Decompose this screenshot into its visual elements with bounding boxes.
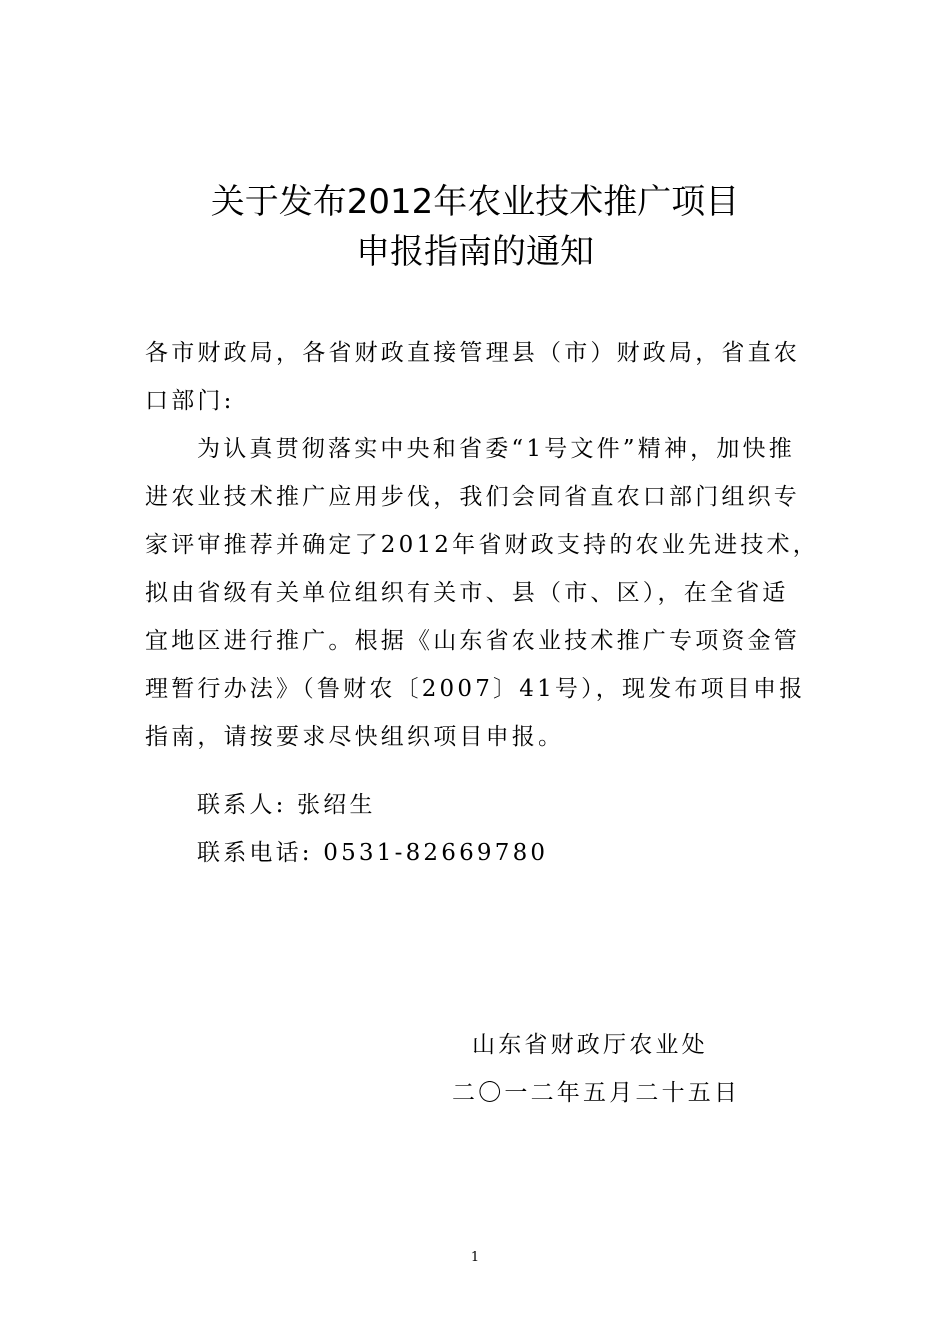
signature-organization: 山东省财政厅农业处 xyxy=(472,1032,708,1058)
signature-date: 二〇一二年五月二十五日 xyxy=(452,1080,741,1106)
document-title-line-1: 关于发布2012年农业技术推广项目 xyxy=(210,182,740,222)
page-number: 1 xyxy=(470,1250,480,1265)
contact-phone: 联系电话: 0531-82669780 xyxy=(197,840,549,866)
salutation-line-1: 各市财政局，各省财政直接管理县（市）财政局，省直农 xyxy=(145,340,800,366)
body-line-3: 家评审推荐并确定了2012年省财政支持的农业先进技术， xyxy=(145,532,819,558)
contact-person: 联系人: 张绍生 xyxy=(197,792,376,818)
body-line-1: 为认真贯彻落实中央和省委“1号文件”精神，加快推 xyxy=(197,436,795,462)
body-line-5: 宜地区进行推广。根据《山东省农业技术推广专项资金管 xyxy=(145,628,800,654)
body-line-2: 进农业技术推广应用步伐，我们会同省直农口部门组织专 xyxy=(145,484,800,510)
salutation-line-2: 口部门: xyxy=(145,388,235,414)
body-line-4: 拟由省级有关单位组织有关市、县（市、区），在全省适 xyxy=(145,580,789,606)
body-line-7: 指南，请按要求尽快组织项目申报。 xyxy=(145,724,565,750)
body-line-6: 理暂行办法》（鲁财农〔2007〕41号），现发布项目申报 xyxy=(145,676,806,702)
document-title-line-2: 申报指南的通知 xyxy=(356,232,594,272)
